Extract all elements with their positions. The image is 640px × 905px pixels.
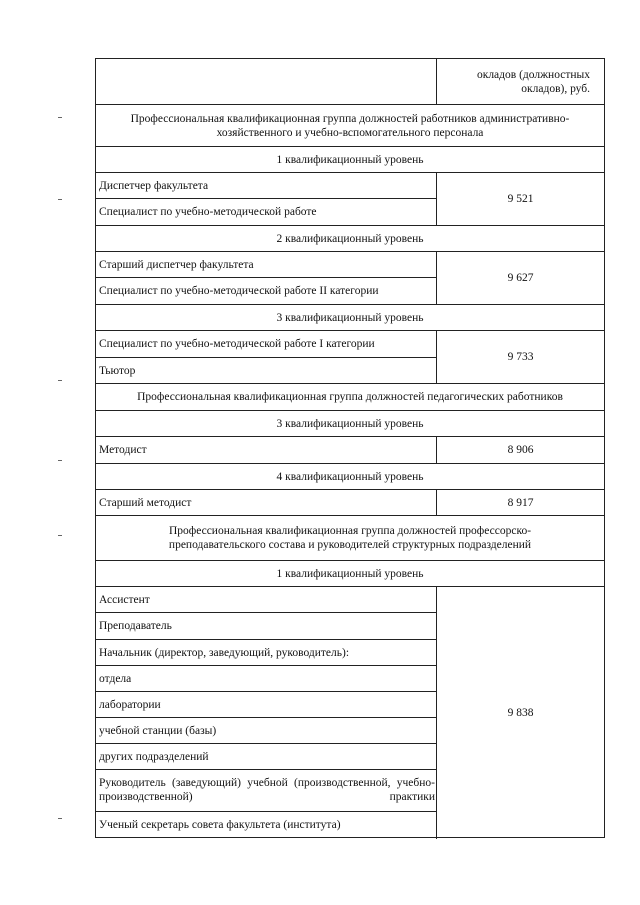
position-practice-head xyxy=(99,770,435,811)
group-heading-pedagogical: Профессиональная квалификационная группа должностей педагогических работников xyxy=(137,391,563,403)
position-method-specialist: Специалист по учебно-методической работе xyxy=(99,206,317,218)
group-heading-admin: Профессиональная квалификационная группа должностей работников административно-хозяйственного и учебно-вспомогательного персонала xyxy=(130,112,570,139)
position-senior-methodist: Старший методист xyxy=(99,496,192,509)
position-method-specialist-2: Специалист по учебно-методической работе II категории xyxy=(99,285,379,297)
level-heading: 2 квалификационный уровень xyxy=(276,232,424,245)
scan-mark xyxy=(58,535,62,536)
position-method-specialist-1: Специалист по учебно-методической работе I категории xyxy=(99,338,375,350)
scan-mark xyxy=(58,818,62,819)
position-secretary: Ученый секретарь совета факультета (института) xyxy=(99,819,341,831)
level-heading: 1 квалификационный уровень xyxy=(276,567,424,580)
group-heading-faculty: Профессиональная квалификационная группа должностей профессорско-преподавательского состава и руководителей структурных подразделений xyxy=(168,525,532,551)
level-heading: 3 квалификационный уровень xyxy=(276,417,424,430)
position-senior-dispatcher: Старший диспетчер факультета xyxy=(99,258,254,271)
position-assistant: Ассистент xyxy=(99,593,150,606)
salary-value: 9 627 xyxy=(507,272,534,284)
position-other-units: других подразделений xyxy=(99,750,209,763)
position-laboratory: лаборатории xyxy=(99,698,161,711)
position-dispatcher: Диспетчер факультета xyxy=(99,179,209,192)
salary-value: 9 733 xyxy=(507,351,534,363)
level-heading: 3 квалификационный уровень xyxy=(276,311,424,324)
position-station: учебной станции (базы) xyxy=(99,724,217,737)
position-head: Начальник (директор, заведующий, руководитель): xyxy=(99,646,350,659)
position-tutor: Тьютор xyxy=(99,364,136,377)
scan-mark xyxy=(58,460,62,461)
position-teacher: Преподаватель xyxy=(99,620,172,632)
level-heading: 4 квалификационный уровень xyxy=(276,470,424,483)
scan-mark xyxy=(58,117,62,118)
salary-value: 8 917 xyxy=(507,496,534,509)
position-methodist: Методист xyxy=(99,444,147,456)
position-department: отдела xyxy=(99,672,132,685)
scan-mark xyxy=(58,199,62,200)
salary-column-header: окладов (должностных окладов), руб. xyxy=(476,69,590,95)
practice-head-text: Руководитель (заведующий) учебной (производственной, учебно-производственной) практики xyxy=(99,777,435,803)
salary-value: 9 838 xyxy=(507,706,534,719)
salary-value: 9 521 xyxy=(507,193,534,205)
scan-mark xyxy=(58,380,62,381)
level-heading: 1 квалификационный уровень xyxy=(276,153,424,166)
salary-table xyxy=(95,58,605,838)
salary-value: 8 906 xyxy=(507,444,534,456)
